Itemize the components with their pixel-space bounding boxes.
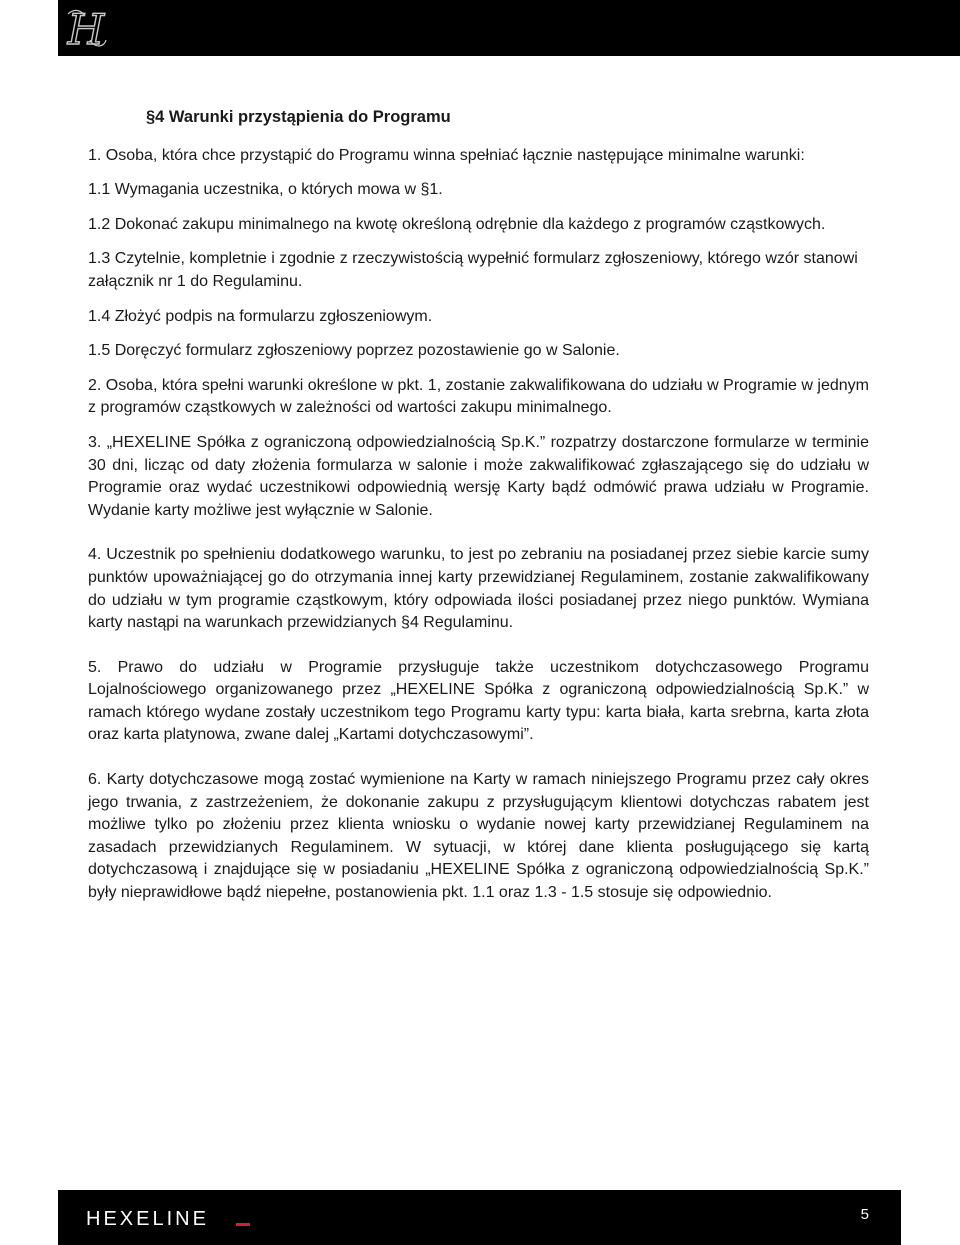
paragraph-2: 2. Osoba, która spełni warunki określone w pkt. 1, zostanie zakwalifikowana do udziału w Programie w jednym z programów cząstkowych w zależności od wartości zakupu minimalnego.	[88, 376, 869, 417]
monogram-logo-icon	[58, 0, 114, 56]
paragraph-1-3: 1.3 Czytelnie, kompletnie i zgodnie z rzeczywistością wypełnić formularz zgłoszeniowy, którego wzór stanowi załącznik nr 1 do Regulaminu.	[88, 250, 858, 290]
paragraph-4: 4. Uczestnik po spełnieniu dodatkowego warunku, to jest po zebraniu na posiadanej przez siebie karcie sumy punktów upoważniającej go do otrzymania innej karty przewidzianej Regulaminem, zostanie zakwalifikowany do udziału w tym programie cząstkowym, który odpowiada ilości posiadanej przez niego punktów. Wymiana karty nastąpi na warunkach przewidzianych §4 Regulaminu.	[88, 546, 869, 632]
paragraph-6: 6. Karty dotychczasowe mogą zostać wymienione na Karty w ramach niniejszego Programu przez cały okres jego trwania, z zastrzeżeniem, że dokonanie zakupu z przysługującym klientowi dotychczas rabatem jest możliwe tylko po złożeniu przez klienta wniosku o wydanie nowej karty przewidzianej Regulaminem na zasadach przewidzianych Regulaminem. W sytuacji, w której dane klienta posługującego się kartą dotychczasową i znajdujące się w posiadaniu „HEXELINE Spółka z ograniczoną odpowiedzialnością Sp.K.” były nieprawidłowe bądź niepełne, postanowienia pkt. 1.1 oraz 1.3 - 1.5 stosuje się odpowiednio.	[88, 771, 869, 902]
paragraph-1-1: 1.1 Wymagania uczestnika, o których mowa w §1.	[88, 181, 443, 199]
paragraph-1-5: 1.5 Doręczyć formularz zgłoszeniowy poprzez pozostawienie go w Salonie.	[88, 342, 620, 360]
paragraph-3: 3. „HEXELINE Spółka z ograniczoną odpowiedzialnością Sp.K.” rozpatrzy dostarczone formularze w terminie 30 dni, licząc od daty złożenia formularza w salonie i może zakwalifikować zgłaszającego się do udziału w Programie oraz wydać uczestnikowi odpowiednią wersję Karty bądź odmówić prawa udziału w Programie. Wydanie karty możliwe jest wyłącznie w Salonie.	[88, 433, 869, 519]
paragraph-5: 5. Prawo do udziału w Programie przysługuje także uczestnikom dotychczasowego Programu Lojalnościowego organizowanego przez „HEXELINE Spółka z ograniczoną odpowiedzialnością Sp.K.” w ramach którego wydane zostały uczestnikom tego Programu karty typu: karta biała, karta srebrna, karta złota oraz karta platynowa, zwane dalej „Kartami dotychczasowymi”.	[88, 658, 869, 744]
paragraph-1: 1. Osoba, która chce przystąpić do Programu winna spełniać łącznie następujące minimalne warunki:	[88, 146, 805, 164]
hexeline-wordmark: HEXELINE	[86, 1208, 209, 1229]
hexeline-logo	[86, 1207, 256, 1229]
brand-accent-mark	[236, 1223, 250, 1226]
paragraph-1-2: 1.2 Dokonać zakupu minimalnego na kwotę określoną odrębnie dla każdego z programów cząstkowych.	[88, 215, 826, 233]
footer-bar	[58, 1190, 901, 1245]
section-title: §4 Warunki przystąpienia do Programu	[146, 108, 451, 126]
header-bar	[58, 0, 960, 56]
paragraph-1-4: 1.4 Złożyć podpis na formularzu zgłoszeniowym.	[88, 307, 433, 325]
document-body	[88, 106, 869, 917]
svg-text:H: H	[67, 5, 105, 52]
page-number: 5	[860, 1206, 869, 1223]
